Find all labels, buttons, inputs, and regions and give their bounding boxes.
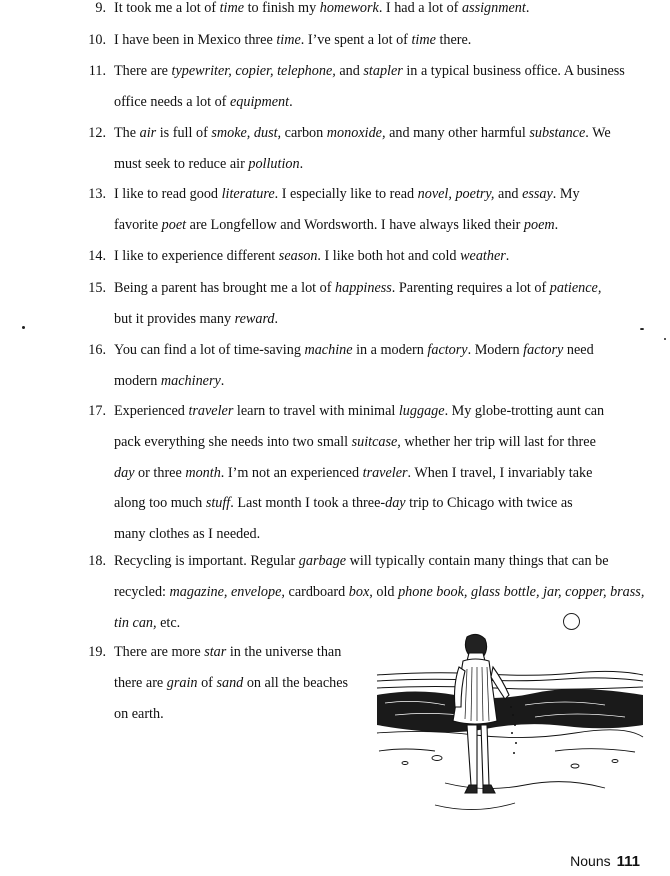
noun-word: factory [427,342,468,358]
sentence-line [114,342,594,359]
item-number: 15. [88,280,106,296]
noun-word: season [278,248,318,264]
noun-word: stapler [363,63,403,79]
item-number: 12. [88,125,106,141]
sentence-text: old [372,583,399,600]
sentence-text: trip to Chicago with twice as [405,495,573,512]
item-number: 16. [88,342,106,358]
noun-word: monoxide, [326,125,386,141]
sentence-text: There are [114,63,172,79]
sentence-line [114,373,224,390]
noun-word: pollution [248,155,300,172]
noun-word: suitcase, [351,433,401,450]
sentence-text: There are more [114,644,205,660]
noun-word: factory [523,342,564,358]
noun-word: time [276,32,301,48]
page-footer [570,853,640,870]
sentence-text: . I like both hot and cold [317,248,461,264]
noun-word: time [411,32,436,48]
page-number: 111 [616,853,640,870]
sentence-text: . We [585,125,611,141]
sentence-text: . [299,155,304,172]
sentence-text: need [563,342,594,358]
sentence-text: are Longfellow and Wordsworth. I have always liked their [186,216,524,233]
noun-word: substance [529,125,586,141]
sentence-text: Recycling is important. Regular [114,553,299,569]
stray-mark [664,338,666,340]
sentence-line [114,248,509,265]
sentence-line [114,495,573,512]
sentence-text: . Parenting requires a lot of [391,280,550,296]
sentence-text: favorite [114,216,162,233]
sentence-line [114,186,580,203]
sentence-text: in a modern [352,342,428,358]
sentence-text: to finish my [244,0,320,16]
sentence-text: many clothes as I needed. [114,526,261,543]
noun-word: poet [161,216,187,233]
sentence-text: . I had a lot of [378,0,462,16]
sentence-text: Experienced [114,403,189,419]
circle-mark [563,613,580,630]
noun-word: traveler [188,403,234,419]
noun-word: grain [166,674,198,691]
sentence-text: . [220,372,225,389]
noun-word: equipment [229,93,290,110]
sentence-line [114,32,471,49]
sentence-text: office needs a lot of [114,93,230,110]
sentence-text: Being a parent has brought me a lot of [114,280,336,296]
sentence-line [114,311,278,328]
sentence-text: . I’m not an experienced [220,464,363,481]
item-number: 11. [88,63,106,79]
sentence-text: and [494,186,523,202]
sentence-text: will typically contain many things that can be [346,553,609,569]
noun-word: traveler [362,464,408,481]
noun-word: weather [460,248,506,264]
sentence-text: on earth. [114,705,164,722]
sentence-text: there are [114,674,167,691]
sentence-text: or three [134,464,186,481]
sentence-line [114,280,601,297]
noun-word: month [185,464,221,481]
sentence-line [114,706,164,723]
noun-word: stuff [205,495,231,512]
item-number: 13. [88,186,106,202]
sentence-text: carbon [281,125,327,141]
sentence-text: recycled: [114,583,170,600]
sentence-text: You can find a lot of time-saving [114,342,305,358]
sentence-text: . Last month I took a three- [230,495,386,512]
sentence-text: learn to travel with minimal [233,403,399,419]
sentence-text: and many other harmful [385,125,530,141]
sentence-text: of [197,674,217,691]
sentence-line [114,584,644,601]
item-number: 18. [88,553,106,569]
noun-word: happiness [335,280,392,296]
sentence-text: along too much [114,495,206,512]
sentence-text: . [505,248,510,264]
noun-word: reward [234,310,275,327]
sentence-line [114,553,609,570]
sentence-text: . I especially like to read [274,186,418,202]
sentence-line [114,403,604,420]
sentence-text: pack everything she needs into two small [114,433,352,450]
noun-word: typewriter, copier, telephone, [171,63,336,79]
sentence-text: cardboard [284,583,349,600]
noun-word: time [219,0,245,16]
sentence-text: It took me a lot of [114,0,220,16]
item-number: 17. [88,403,106,419]
sentence-line [114,644,341,661]
sentence-line [114,125,611,142]
noun-word: garbage [298,553,347,569]
sentence-line [114,94,293,111]
sentence-text: . When I travel, I invariably take [407,464,593,481]
sentence-text: . I’ve spent a lot of [300,32,412,48]
noun-word: smoke, dust, [211,125,282,141]
sentence-text: . [289,93,293,110]
sentence-line [114,156,303,173]
noun-word: essay [522,186,553,202]
sentence-text: whether her trip will last for three [400,433,596,450]
noun-word: magazine, envelope, [169,583,285,600]
section-name: Nouns [570,853,611,869]
noun-word: poem [523,216,555,233]
item-number: 14. [88,248,106,264]
sentence-line [114,675,348,692]
sentence-text: is full of [156,125,212,141]
sentence-line [114,217,558,234]
sentence-line [114,63,625,80]
sentence-text: . My globe-trotting aunt can [444,403,605,419]
sentence-text: must seek to reduce air [114,155,249,172]
noun-word: luggage [398,403,445,419]
sentence-text: I like to read good [114,186,222,202]
sentence-text: The [114,125,140,141]
sentence-text: . [554,216,559,233]
stray-mark [640,328,644,330]
sentence-line [114,434,596,451]
sentence-text: I have been in Mexico three [114,32,277,48]
sentence-text: . My [552,186,580,202]
sentence-text: in a typical business office. A business [402,63,625,79]
sentence-text: . [274,310,279,327]
noun-word: patience, [549,280,602,296]
sentence-text: etc. [156,614,181,631]
sentence-text: but it provides many [114,310,235,327]
sentence-text: and [335,63,364,79]
sentence-line [114,526,260,543]
noun-word: machinery [160,372,221,389]
item-number: 10. [88,32,106,48]
item-number: 19. [88,644,106,660]
noun-word: box, [348,583,373,600]
sentence-text: in the universe than [226,644,342,660]
sentence-line [114,465,592,482]
sentence-line [114,615,180,632]
beach-woman-illustration [375,633,645,828]
noun-word: day [114,464,135,481]
noun-word: literature [221,186,275,202]
item-number: 9. [95,0,106,16]
sentence-line [114,0,529,17]
noun-word: air [139,125,157,141]
noun-word: tin can, [114,614,157,631]
sentence-text: . Modern [467,342,524,358]
noun-word: machine [304,342,353,358]
stray-mark [22,326,25,329]
sentence-text: modern [114,372,161,389]
noun-word: day [385,495,406,512]
noun-word: sand [216,674,244,691]
noun-word: phone book, glass bottle, jar, copper, brass, [398,583,645,600]
noun-word: star [204,644,227,660]
noun-word: homework [319,0,379,16]
sentence-text: I like to experience different [114,248,279,264]
sentence-text: there. [435,32,472,48]
noun-word: assignment [461,0,526,16]
noun-word: novel, poetry, [417,186,495,202]
sentence-text: on all the beaches [243,674,349,691]
sentence-text: . [525,0,530,16]
